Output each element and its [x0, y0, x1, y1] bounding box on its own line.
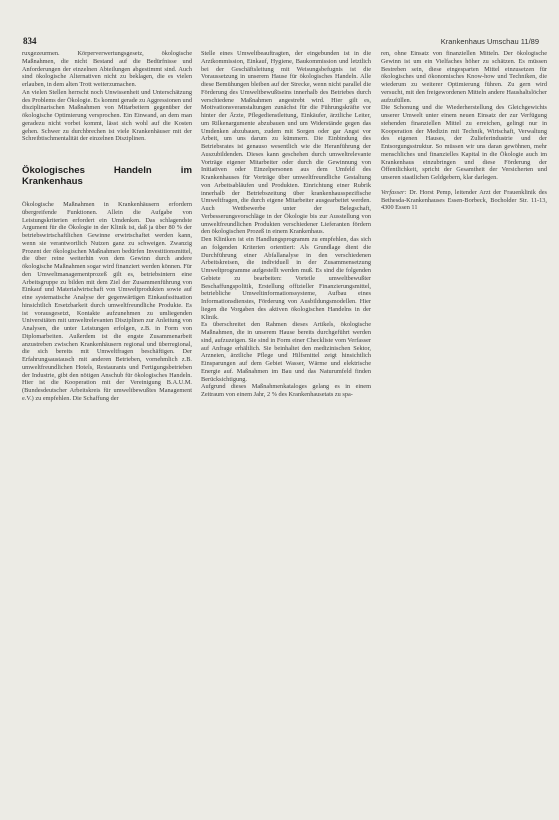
page-number: 834	[23, 36, 37, 46]
author-text: Dr. Horst Pemp, leitender Arzt der Frauenklinik des Bethesda-Krankenhauses Essen-Borbeck, Bocholder Str. 11-13, 4300 Essen 11	[381, 188, 547, 212]
body-paragraph: Es überschreitet den Rahmen dieses Artikels, ökologische Maßnahmen, die in unserem Hause bereits durchgeführt werden sind, aufzuzeigen. Sie sind in Form einer Checkliste vom Verfasser auf Anfrage erhältlich. Sie beinhaltet den medizinischen Sektor, Arzneien, ärztliche Pflege und Hilfsmittel zeigt hinsichtlich Einsparungen auf dem Gebiet Wasser, Wärme und elektrische Energie auf. Maßnahmen im Bau und das Naturumfeld finden Berücksichtigung.	[201, 321, 371, 383]
body-paragraph: ruxgezeurmen. Körperverwertungsgesetz, ökologische Maßnahmen, die nicht Bestand auf die Bedürfnisse und Anforderungen der einzelnen Abteilungen abgestimmt sind. Auch sind ökologische Alternativen nicht zu beklagen, die es vielen erlauben, in dem alten Trott weiterzumachen.	[22, 50, 192, 88]
section-heading: Ökologisches Handeln im Krankenhaus	[22, 165, 192, 187]
author-label: Verfasser:	[381, 188, 407, 196]
text-column-3	[381, 50, 547, 212]
body-paragraph: ren, ohne Einsatz von finanziellen Mitteln. Der ökologische Gewinn ist um ein Vielfaches höher zu schätzen. Es müssen Bestreben sein, diese eingesparten Mittel einzusetzen für ökologisches und ökonomisches Know-how und Techniken, die wiederum zu weiterer Optimierung führen. Zu gern wird versucht, mit den freigewordenen Mitteln andere Haushaltslöcher aufzufüllen.	[381, 50, 547, 104]
body-paragraph: Aufgrund dieses Maßnahmenkataloges gelang es in einem Zeitraum von einem Jahr, 2 % des Krankenhausetats zu spa-	[201, 383, 371, 398]
text-column-2	[201, 50, 371, 399]
body-paragraph: Stelle eines Umweltbeauftragten, der eingebunden ist in die Arztkommission, Einkauf, Hygiene, Baukommission und letztlich bei der Geschäftsleitung mit Weisungsbefugnis ist die Voraussetzung in unserem Hause für ökologisches Handeln. Alle diese Bemühungen bleiben auf der Strecke, wenn nicht parallel die Förderung des Umweltbewußtseins innerhalb des Betriebes durch verschiedene Maßnahmen angestrebt wird. Hier gilt es, Motivationsveranstaltungen zunächst für die Führungskräfte vor hinter der Ärzte, Pflegedienstleitung, Einkäufer, ärztliche Leiter, um Rilkenargumente abzubauen und um Widerstände gegen das Umdenken abzubauen, zudem mit Sorgen oder gar Angst vor Arbeit, um uns darum zu kümmern. Die Einbindung des Betriebsrates ist genauso wesentlich wie die Heranführung der Auszubildenden. Dieses kann geschehen durch umweltrelevante Vorträge eigener Mitarbeiter oder durch die Gewinnung von Initiativen oder Einzelpersonen aus dem Umfeld des Krankenhauses für Vorträge über umweltfreundliche Gestaltung von Arbeitsabläufen und Produkten. Einrichtung einer Rubrik innerhalb der Betriebszeitung über krankenhausspezifische Umweltfragen, die durch eigene Mitarbeiter ausgearbeitet werden. Auch Wettbewerbe unter der Belegschaft, Verbesserungsvorschläge in der Ökologie bis zur Ausstellung von umweltfreundlichen Produkten verschiedener Lieferanten fördern den ökologischen Prozeß in einem Krankenhaus.	[201, 50, 371, 236]
body-paragraph: Den Kliniken ist ein Handlungsprogramm zu empfehlen, das sich an folgenden Kriterien orientiert: Als Grundlage dient die Durchführung einer Abfallanalyse in den verschiedenen Arbeitskreisen, die individuell in der Zusammensetzung Umweltprogramme aufgestellt werden muß. Es sind die folgenden Gebiete zu bearbeiten: Vorteile umweltbewußter Beschaffungspolitik, Erstellung offizieller Finanzierungsmittel, betriebliche Umweltinformationssysteme, Aufbau eines Informationsdienstes, Förderung von Ausbildungsmodellen. Hier liegen die Vorgaben des aktiven ökologischen Handelns in der Klinik.	[201, 236, 371, 321]
running-head: Krankenhaus Umschau 11/89	[440, 37, 539, 46]
text-column-1	[22, 50, 192, 403]
author-note	[381, 189, 547, 212]
body-paragraph: Ökologische Maßnahmen in Krankenhäusern erfordern übergreifende Funktionen. Allein die Aufgabe von Leistungskriterien erfordert ein Umdenken. Das schlagendste Argument für die Ökologie in der Klinik ist, daß ja über 80 % der betriebswirtschaftlichen Gewinne erwirtschaftet werden kann, wenn sie verantwortlich Nutzen ganz zu schweigen. Zwanzig Prozent der ökologischen Maßnahmen bedürfen Investitionsmittel, die über reine weiterhin von dem Gewinn durch andere ökologische Maßnahmen sogar wird finanziert werden können. Für den Umweltmanagementprozeß gilt es, betriebsintern eine Arbeitsgruppe zu bilden mit dem Ziel der Zusammenführung von Einkauf und Materialwirtschaft von Umweltprodukten sowie auf eine systematische Analyse der gegenwärtigen Einkaufssituation hinsichtlich Ersetzbarkeit durch umweltfreundliche Produkte. Es ist vorausgesetzt, Kontakte aufzunehmen zu umliegenden Universitäten mit umweltrelevanten Disziplinen zur Anleitung von Analysen, die unter Leistungen erfolgen, z.B. in Form von Diplomarbeiten. Außerdem ist die engste Zusammenarbeit anzustreben zwischen Krankenhäusern regional und überregional, die sich bereits mit Umweltfragen beschäftigen. Der Erfahrungsaustausch mit anderen Betrieben, vornehmlich z.B. umweltfreundlichen Hotels, Restaurants und Fertigungsbetrieben der Industrie, gibt den nötigen Anschub für ökologisches Handeln. Hier ist die Kooperation mit der Vereinigung B.A.U.M. (Bundesdeutscher Arbeitskreis für umweltbewußtes Management e.V.) zu empfehlen. Die Schaffung der	[22, 201, 192, 402]
body-paragraph: Die Schonung und die Wiederherstellung des Gleichgewichts unserer Umwelt unter einem neuen Einsatz der zur Verfügung stehenden finanziellen Mittel zu erreichen, gelingt nur in Kooperation der Medizin mit Technik, Wirtschaft, Verwaltung des eigenen Hauses, der Zulieferindustrie und der Entsorgungsstruktur. So müssen wir uns daran gewöhnen, mehr menschliches und finanzielles Kapital in die Ökologie auch im Krankenhaus einzubringen und diese Förderung der Öffentlichkeit, spricht der Gesamtheit der Versicherten und unseren staatlichen Geldgebern, klar darlegen.	[381, 104, 547, 181]
body-paragraph: An vielen Stellen herrscht noch Unwissenheit und Unterschätzung des Problems der Ökologie. Es kommt gerade zu Aggressionen und disziplinarischen Maßnahmen von Mitarbeitern gegenüber der ökologische Optimierung versprochen. Ein Einwand, an dem man geradezu nicht vorbei kommt, lässt sich wohl auf die Kosten gehen. Schwer zu durchbrechen ist viele Krankenhäuser mit der Schreibtischmentalität der einzelnen Disziplinen.	[22, 88, 192, 143]
